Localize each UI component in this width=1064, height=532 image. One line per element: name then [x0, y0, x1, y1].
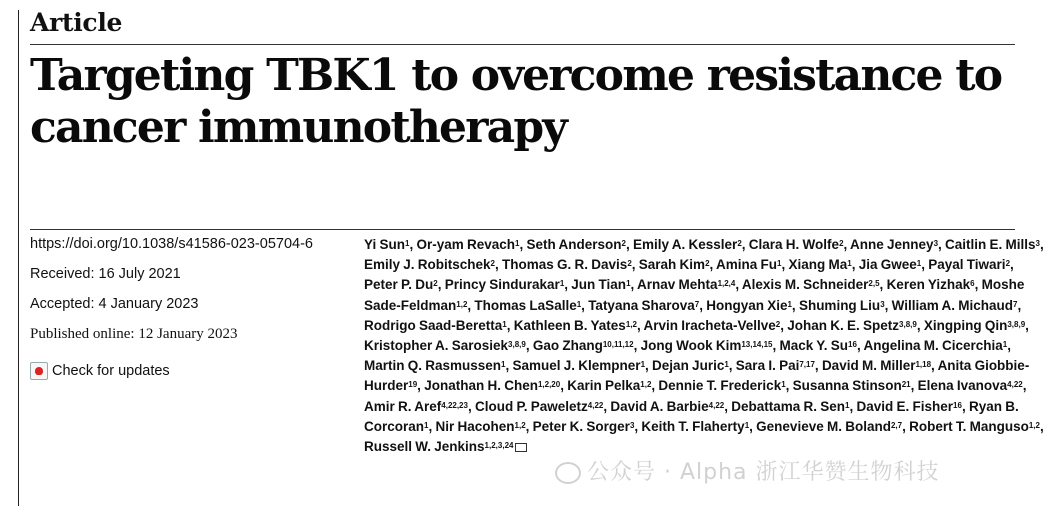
author-affiliation: 2	[705, 259, 710, 269]
author-name[interactable]	[789, 257, 852, 272]
author-name-text: Caitlin E. Mills	[945, 237, 1036, 252]
author-name[interactable]	[364, 257, 495, 272]
author-name-text: Amina Fu	[716, 257, 778, 273]
author-name[interactable]	[787, 318, 917, 333]
author-name-text: David A. Barbie	[610, 398, 709, 414]
author-name-text: William A. Michaud	[891, 297, 1014, 313]
author-name[interactable]	[502, 257, 632, 272]
author-name[interactable]	[756, 419, 902, 434]
author-affiliation: 2	[433, 279, 438, 289]
check-for-updates-icon	[30, 362, 48, 380]
author-name-text: Gao Zhang	[532, 338, 603, 354]
author-name[interactable]	[639, 257, 710, 272]
author-name[interactable]	[863, 338, 1007, 353]
author-name-text: Keren Yizhak	[886, 277, 971, 293]
author-name[interactable]	[780, 338, 857, 353]
author-name[interactable]	[643, 318, 780, 333]
left-margin-rule	[18, 10, 19, 506]
author-name-text: Peter P. Du	[364, 277, 434, 293]
author-name[interactable]	[850, 237, 938, 252]
author-affiliation: 1,18	[915, 360, 932, 370]
author-name[interactable]	[859, 257, 922, 272]
author-name-text: Debattama R. Sen	[731, 398, 846, 414]
author-affiliation: 2	[775, 319, 781, 329]
author-name-text: Shuming Liu	[798, 297, 881, 313]
author-name[interactable]	[364, 439, 513, 454]
author-name-text: David E. Fisher	[856, 398, 954, 414]
author-name-text: Amir R. Aref	[364, 398, 442, 414]
author-affiliation: 2	[490, 259, 495, 269]
author-affiliation: 1	[847, 259, 852, 269]
author-name[interactable]	[887, 277, 975, 292]
author-name-text: Arnav Mehta	[637, 277, 718, 293]
doi-link[interactable]: https://doi.org/10.1038/s41586-023-05704-6	[30, 236, 313, 252]
wechat-logo-icon	[555, 462, 581, 484]
author-name[interactable]	[364, 237, 409, 252]
author-name-text: Princy Sindurakar	[444, 277, 560, 293]
author-affiliation: 1	[501, 360, 506, 370]
author-name[interactable]	[416, 237, 519, 252]
article-metadata	[30, 236, 350, 386]
author-name-text: Peter K. Sorger	[532, 418, 630, 434]
author-affiliation: 3,8,9	[508, 340, 526, 350]
author-affiliation: 1	[845, 400, 850, 410]
author-affiliation: 2	[839, 239, 844, 248]
author-name[interactable]	[731, 399, 849, 414]
author-name-text: Mack Y. Su	[779, 338, 849, 354]
author-name-text: Angelina M. Cicerchia	[863, 338, 1003, 354]
author-name-text: Payal Tiwari	[928, 257, 1006, 273]
watermark-text: 公众号 · Alpha 浙江华赞生物科技	[587, 460, 940, 485]
author-name-text: David M. Miller	[821, 358, 916, 374]
published-date: Published online: 12 January 2023	[30, 326, 238, 342]
author-affiliation: 7	[1013, 299, 1018, 309]
author-affiliation: 7	[694, 299, 700, 309]
author-affiliation: 4,22	[1007, 380, 1023, 390]
author-name-text: Martin Q. Rasmussen	[364, 358, 502, 374]
author-name-text: Kristopher A. Sarosiek	[364, 338, 509, 354]
author-affiliation: 3	[933, 239, 939, 248]
author-name-text: Johan K. E. Spetz	[787, 317, 900, 333]
author-name[interactable]	[799, 298, 885, 313]
author-name-text: Emily J. Robitschek	[364, 257, 491, 273]
email-icon[interactable]	[515, 443, 527, 452]
author-affiliation: 1	[777, 259, 782, 269]
author-name[interactable]	[658, 378, 785, 393]
author-affiliation: 1,2,3,24	[484, 441, 514, 451]
author-affiliation: 3	[880, 299, 885, 309]
author-name[interactable]	[793, 378, 911, 393]
author-name-text: Jonathan H. Chen	[424, 378, 538, 394]
author-name[interactable]	[567, 378, 651, 393]
check-for-updates-label: Check for updates	[52, 363, 170, 379]
author-affiliation: 1,2	[1028, 420, 1040, 430]
author-affiliation: 1	[576, 299, 582, 309]
author-affiliation: 6	[970, 279, 975, 289]
author-name-text: Keith T. Flaherty	[641, 418, 745, 434]
author-affiliation: 1,2	[456, 299, 468, 309]
author-name[interactable]	[424, 378, 560, 393]
section-rule	[30, 229, 1015, 230]
author-name[interactable]	[945, 237, 1040, 252]
author-affiliation: 3	[629, 420, 635, 430]
author-affiliation: 13,14,15	[741, 340, 773, 350]
author-name-text: Samuel J. Klempner	[512, 358, 641, 374]
author-affiliation: 3	[1035, 239, 1040, 248]
paper-title: Targeting TBK1 to overcome resistance to cancer immunotherapy	[30, 50, 1002, 153]
author-name[interactable]	[924, 318, 1025, 333]
author-name[interactable]	[641, 338, 773, 353]
author-name[interactable]	[716, 257, 781, 272]
author-name-text: Robert T. Manguso	[909, 418, 1029, 434]
author-name[interactable]	[588, 298, 699, 313]
author-affiliation: 1	[724, 360, 729, 370]
author-name-text: Genevieve M. Boland	[756, 418, 891, 434]
author-name-text: Kathleen B. Yates	[513, 317, 626, 333]
watermark	[555, 455, 940, 486]
author-affiliation: 21	[901, 380, 911, 390]
author-name-text: Sarah Kim	[638, 257, 706, 273]
author-name-text: Moshe Sade-Feldman	[364, 277, 1025, 313]
author-affiliation: 19	[408, 380, 418, 390]
author-affiliation: 4,22	[708, 400, 725, 410]
article-type-label: Article	[30, 8, 123, 37]
accepted-date: Accepted: 4 January 2023	[30, 296, 199, 312]
author-affiliation: 3,8,9	[899, 319, 917, 329]
author-name-text: Dejan Juric	[652, 358, 725, 374]
author-name[interactable]	[445, 277, 565, 292]
author-name-text: Hongyan Xie	[706, 297, 788, 313]
author-name[interactable]	[571, 277, 630, 292]
author-name[interactable]	[364, 358, 506, 373]
author-name-text: Jia Gwee	[858, 257, 917, 273]
author-name-text: Yi Sun	[364, 237, 406, 252]
author-name-text: Emily A. Kessler	[633, 237, 738, 252]
author-affiliation: 10,11,12	[602, 340, 634, 350]
author-name[interactable]	[652, 358, 729, 373]
author-name[interactable]	[514, 318, 637, 333]
author-affiliation: 4,22,23	[441, 400, 468, 410]
author-name[interactable]	[736, 358, 815, 373]
author-name[interactable]	[633, 237, 742, 252]
received-date: Received: 16 July 2021	[30, 266, 181, 282]
author-affiliation: 1	[515, 239, 520, 248]
author-name-text: Jun Tian	[571, 277, 627, 293]
author-name[interactable]	[435, 419, 525, 434]
author-name[interactable]	[909, 419, 1040, 434]
author-name-text: Sara I. Pai	[735, 358, 800, 374]
header-rule	[30, 44, 1015, 45]
author-affiliation: 2	[627, 259, 632, 269]
author-affiliation: 1	[424, 420, 429, 430]
author-name-text: Or-yam Revach	[416, 237, 516, 252]
author-name[interactable]	[474, 298, 581, 313]
author-name-text: Thomas G. R. Davis	[502, 257, 628, 273]
author-name[interactable]	[364, 318, 507, 333]
author-name-text: Elena Ivanova	[917, 378, 1008, 394]
author-name-text: Karin Pelka	[567, 378, 641, 394]
author-name[interactable]	[610, 399, 724, 414]
author-name-text: Cloud P. Paweletz	[474, 398, 588, 414]
author-name[interactable]	[475, 399, 603, 414]
author-name-text: Alexis M. Schneider	[741, 277, 869, 293]
author-name-text: Seth Anderson	[526, 237, 622, 252]
author-name-text: Tatyana Sharova	[588, 297, 695, 313]
author-affiliation: 1	[640, 360, 646, 370]
author-affiliation: 1,2,20	[537, 380, 561, 390]
author-name[interactable]	[742, 277, 880, 292]
author-name[interactable]	[918, 378, 1023, 393]
author-affiliation: 2,7	[890, 420, 903, 430]
author-affiliation: 1,2,4	[717, 279, 736, 289]
author-name[interactable]	[364, 399, 468, 414]
author-affiliation: 1	[626, 279, 631, 289]
author-name[interactable]	[857, 399, 962, 414]
author-name-text: Xiang Ma	[788, 257, 848, 273]
author-name[interactable]	[513, 358, 646, 373]
author-name-text: Arvin Iracheta-Vellve	[643, 317, 776, 333]
author-name-text: Susanna Stinson	[792, 378, 902, 394]
author-affiliation: 1	[559, 279, 565, 289]
author-name[interactable]	[533, 338, 634, 353]
author-name-text: Nir Hacohen	[435, 418, 515, 434]
author-name[interactable]	[527, 237, 626, 252]
author-affiliation: 1,2	[640, 380, 652, 390]
author-name[interactable]	[364, 338, 526, 353]
author-affiliation: 1	[916, 259, 922, 269]
author-affiliation: 2	[621, 239, 626, 248]
author-name-text: Dennie T. Frederick	[658, 378, 782, 394]
author-affiliation: 1	[787, 299, 792, 309]
author-affiliation: 1	[502, 319, 507, 329]
author-name-text: Russell W. Jenkins	[364, 439, 485, 455]
author-name-text: Rodrigo Saad-Beretta	[364, 317, 503, 333]
author-affiliation: 1	[744, 420, 750, 430]
author-list: Yi Sun$^1$, Or-yam Revach$^1$, Seth Anderson$^2$, Emily A. Kessler$^2$, Clara H. Wolfe$^2$, Anne Jenney$^3$, Caitlin E. Mills$^3$, Emily J. Robitschek$^2$, Thomas G. R. Davis$^2$, Sarah Kim$^2$, Amina Fu$^1$, Xiang Ma$^1$, Jia Gwee$^1$, Payal Tiwari$^2$, Peter P. Du$^2$, Princy Sindurakar$^1$, Jun Tian$^1$, Arnav Mehta$^{1,2,4}$, Alexis M. Schneider$^{2,5}$, Keren Yizhak$^6$, Moshe Sade-Feldman$^{1,2}$, Thomas LaSalle$^1$, Tatyana Sharova$^7$, Hongyan Xie$^1$, Shuming Liu$^3$, William A. Michaud$^7$, Rodrigo Saad-Beretta$^1$, Kathleen B. Yates$^{1,2}$, Arvin Iracheta-Vellve$^2$, Johan K. E. Spetz$^{3,8,9}$, Xingping Qin$^{3,8,9}$, Kristopher A. Sarosiek$^{3,8,9}$, Gao Zhang$^{10,11,12}$, Jong Wook Kim$^{13,14,15}$, Mack Y. Su$^{16}$, Angelina M. Cicerchia$^1$, Martin Q. Rasmussen$^1$, Samuel J. Klempner$^1$, Dejan Juric$^1$, Sara I. Pai$^{7,17}$, David M. Miller$^{1,18}$, Anita Giobbie-Hurder$^{19}$, Jonathan H. Chen$^{1,2,20}$, Karin Pelka$^{1,2}$, Dennie T. Frederick$^1$, Susanna Stinson$^{21}$, Elena Ivanova$^{4,22}$, Amir R. Aref$^{4,22,23}$, Cloud P. Paweletz$^{4,22}$, David A. Barbie$^{4,22}$, Debattama R. Sen$^1$, David E. Fisher$^{16}$, Ryan B. Corcoran$^1$, Nir Hacohen$^{1,2}$, Peter K. Sorger$^3$, Keith T. Flaherty$^1$, Genevieve M. Boland$^{2,7}$, Robert T. Manguso$^{1,2}$, Russell W. Jenkins$^{1,2,3,24}$	[364, 237, 1044, 455]
author-name[interactable]	[928, 257, 1010, 272]
author-affiliation: 1	[405, 239, 410, 248]
author-name-text: Anne Jenney	[850, 237, 934, 252]
author-affiliation: 2,5	[868, 279, 880, 289]
author-affiliation: 1,2	[625, 319, 637, 329]
author-name-text: Ryan B. Corcoran	[364, 398, 1019, 434]
author-name-text: Jong Wook Kim	[640, 338, 742, 354]
author-affiliation: 16	[848, 340, 857, 350]
author-affiliation: 3,8,9	[1007, 319, 1026, 329]
author-name-text: Clara H. Wolfe	[748, 237, 840, 252]
author-name-text: Thomas LaSalle	[474, 297, 577, 313]
author-name-text: Xingping Qin	[923, 317, 1008, 333]
author-name-text: Anita Giobbie-Hurder	[364, 358, 1030, 394]
author-affiliation: 16	[953, 400, 962, 410]
author-name[interactable]	[822, 358, 931, 373]
author-affiliation: 1,2	[514, 420, 526, 430]
author-affiliation: 2	[1005, 259, 1011, 269]
author-name[interactable]	[641, 419, 749, 434]
author-name[interactable]	[706, 298, 792, 313]
author-affiliation: 7,17	[799, 360, 815, 370]
author-name[interactable]	[749, 237, 844, 252]
author-affiliation: 4,22	[587, 400, 604, 410]
author-name[interactable]	[637, 277, 735, 292]
author-affiliation: 2	[737, 239, 742, 248]
author-affiliation: 1	[1002, 340, 1008, 350]
author-affiliation: 1	[781, 380, 786, 390]
author-name[interactable]	[364, 277, 438, 292]
author-name[interactable]	[892, 298, 1018, 313]
author-name[interactable]	[533, 419, 635, 434]
check-for-updates-button[interactable]	[30, 356, 350, 386]
